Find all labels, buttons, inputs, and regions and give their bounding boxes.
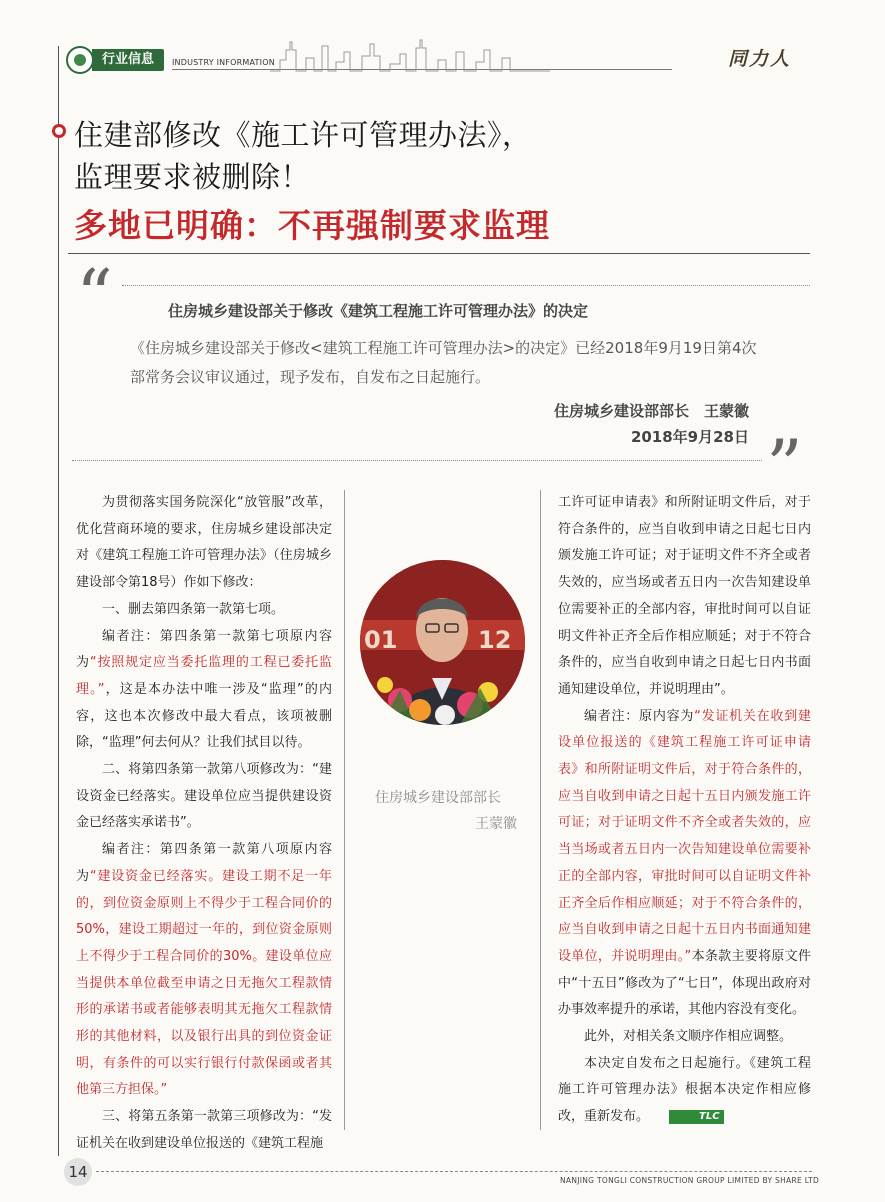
paragraph: 二、将第四条第一款第八项修改为：“建设资金已经落实。建设单位应当提供建设资金已经落实承诺书”。 [76, 762, 332, 831]
left-margin-line [58, 46, 59, 1156]
brand-logo: 同力人 [728, 48, 792, 70]
svg-text:12: 12 [478, 626, 512, 654]
paragraph: 此外，对相关条文顺序作相应调整。 [584, 1029, 793, 1045]
original-text-highlight: “发证机关在收到建设单位报送的《建筑工程施工许可证申请表》和所附证明文件后，对于符合条件的，应当自收到申请之日起十五日内颁发施工许可证；对于证明文件不齐全或者失效的，应当当场或者五日内一次告知建设单位需要补正的全部内容，审批时间可以自证明文件补正齐全后作相应顺延；对于不符合条件的，应当自收到申请之日起十五日内书面通知建设单位，并说明理由。” [558, 708, 811, 964]
paragraph [76, 837, 332, 1104]
quote-signature: 住房城乡建设部部长 王蒙徽 [553, 402, 749, 420]
close-quote-icon: ” [766, 424, 803, 508]
editor-note-text: ，这是本办法中唯一涉及“监理”的内容，这也本次修改中最大看点，该项被删除，“监理”何去何从？让我们拭目以待。 [76, 681, 332, 751]
city-skyline-icon [270, 38, 550, 72]
paragraph: 三、将第五条第一款第三项修改为：“发证机关在收到建设单位报送的《建筑工程施 [76, 1109, 332, 1151]
original-text-highlight: “建设资金已经落实。建设工期不足一年的，到位资金原则上不得少于工程合同价的50%，建设工期超过一年的，到位资金原则上不得少于工程合同价的30%。建设单位应当提供本单位截至申请之日无拖欠工程款情形的承诺书或者能够表明其无拖欠工程款情形的其他材料，以及银行出具的到位资金证明，有条件的可以实行银行付款保函或者其他第三方担保。” [76, 868, 332, 1098]
footer-rule [96, 1171, 812, 1172]
company-logo-icon [66, 46, 94, 74]
tlc-end-mark: TLC [669, 1110, 724, 1124]
title-line-1: 住建部修改《施工许可管理办法》， [74, 118, 532, 152]
editor-note-label: 编者注：原内容为 [584, 708, 695, 724]
paragraph [76, 624, 332, 758]
footer-company-name: NANJING TONGLI CONSTRUCTION GROUP LIMITED BY SHARE LTD [560, 1176, 820, 1185]
paragraph: 一、删去第四条第一款第七项。 [102, 601, 285, 617]
article-column-left [76, 490, 332, 1158]
minister-portrait-photo [360, 560, 525, 725]
quote-date: 2018年9月28日 [630, 428, 749, 446]
title-bullet-icon [52, 124, 66, 138]
quote-bottom-rule [72, 460, 762, 461]
column-divider-right [540, 490, 541, 1130]
article-column-right [558, 490, 811, 1131]
quote-top-rule [122, 285, 810, 286]
title-rule [68, 253, 810, 254]
page-number: 14 [64, 1158, 92, 1186]
svg-text:01: 01 [364, 626, 398, 654]
paragraph [558, 704, 811, 1024]
paragraph: 为贯彻落实国务院深化“放管服”改革，优化营商环境的要求，住房城乡建设部决定对《建筑工程施工许可管理办法》（住房城乡建设部令第18号）作如下修改： [76, 495, 332, 591]
title-line-3: 多地已明确：不再强制要求监理 [74, 206, 550, 245]
open-quote-icon: “ [76, 254, 113, 338]
paragraph: 工许可证申请表》和所附证明文件后，对于符合条件的，应当自收到申请之日起七日内颁发施工许可证；对于证明文件不齐全或者失效的，应当场或者五日内一次告知建设单位需要补正的全部内容，审批时间可以自证明文件补正齐全后作相应顺延；对于不符合条件的，应当自收到申请之日起七日内书面通知建设单位，并说明理由”。 [558, 495, 811, 697]
editor-note-label: 编者注：第四条第一款第八项原内容为 [76, 842, 332, 884]
closing-text: 本决定自发布之日起施行。《建筑工程施工许可管理办法》根据本决定作相应修改，重新发布。 [558, 1055, 811, 1125]
photo-caption-title: 住房城乡建设部部长 [375, 790, 501, 806]
quote-heading: 住房城乡建设部关于修改《建筑工程施工许可管理办法》的决定 [168, 302, 589, 320]
original-text-highlight: “按照规定应当委托监理的工程已委托监理。” [76, 655, 332, 697]
column-divider-left [344, 490, 345, 1130]
quote-body: 《住房城乡建设部关于修改<建筑工程施工许可管理办法>的决定》已经2018年9月19日第4次部常务会议审议通过，现予发布，自发布之日起施行。 [130, 339, 757, 386]
section-tab-english: INDUSTRY INFORMATION [172, 58, 275, 67]
photo-caption-name: 王蒙徽 [475, 816, 517, 832]
editor-note-label: 编者注：第四条第一款第七项原内容为 [76, 628, 332, 671]
paragraph [558, 1051, 811, 1131]
title-line-2: 监理要求被删除！ [74, 160, 311, 194]
section-tab: 行业信息 [92, 49, 164, 71]
editor-note-text: 本条款主要将原文件中“十五日”修改为了“七日”，体现出政府对办事效率提升的承诺，其他内容没有变化。 [558, 948, 811, 1018]
